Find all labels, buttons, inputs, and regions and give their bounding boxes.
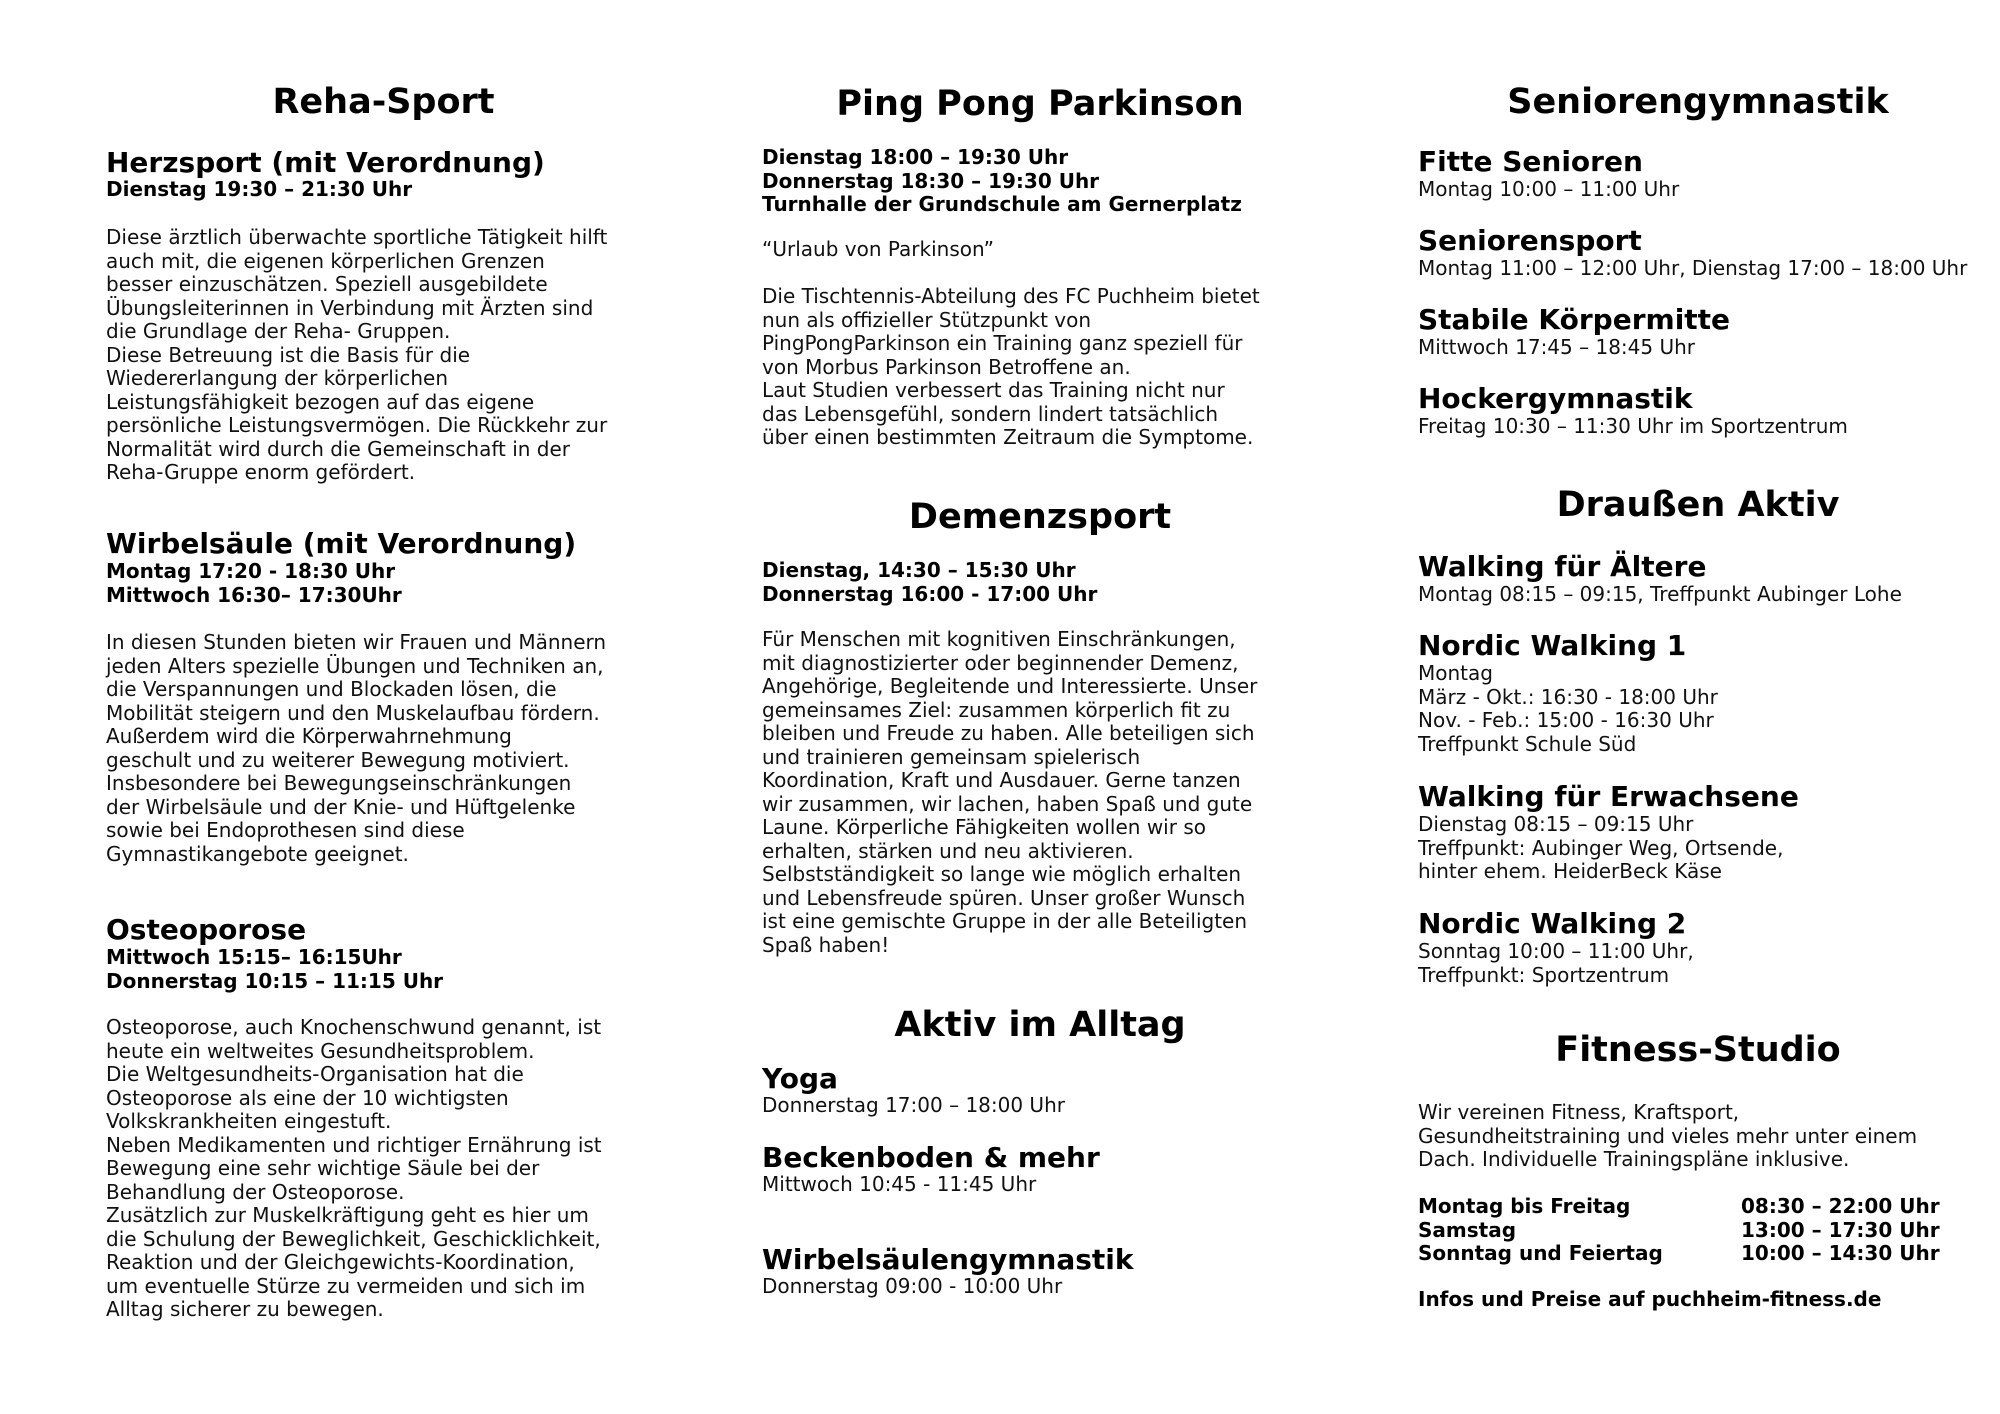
ppp-time: Donnerstag 18:30 – 19:30 Uhr	[762, 168, 1100, 193]
hours-value: 08:30 – 22:00 Uhr	[1741, 1194, 1940, 1218]
walking-aeltere-time: Montag 08:15 – 09:15, Treffpunkt Aubinger Lohe	[1418, 582, 1902, 606]
alltag-title: Aktiv im Alltag	[894, 1005, 1186, 1045]
text-line: Wir vereinen Fitness, Kraftsport,	[1418, 1100, 1740, 1124]
herzsport-title: Herzsport (mit Verordnung)	[106, 146, 545, 179]
text-line: der Wirbelsäule und der Knie- und Hüftgelenke	[106, 794, 576, 819]
hours-row	[1418, 1195, 1978, 1219]
text-line: die Grundlage der Reha- Gruppen.	[106, 319, 451, 343]
text-line: Selbstständigkeit so lange wie möglich erhalten	[762, 862, 1242, 886]
wirbelsaeule-text	[106, 631, 606, 866]
osteoporose-title: Osteoporose	[106, 913, 307, 946]
hours-row	[1418, 1219, 1978, 1243]
reha-title: Reha-Sport	[272, 82, 495, 122]
draussen-title: Draußen Aktiv	[1556, 485, 1840, 525]
beckenboden-title: Beckenboden & mehr	[762, 1141, 1100, 1174]
text-line: das Lebensgefühl, sondern lindert tatsächlich	[762, 401, 1219, 426]
herzsport-text	[106, 226, 607, 485]
fitness-info: Infos und Preise auf puchheim-fitness.de	[1418, 1287, 1882, 1311]
text-line: Diese ärztlich überwachte sportliche Tätigkeit hilft	[106, 225, 608, 249]
detail-line: Sonntag 10:00 – 11:00 Uhr,	[1418, 939, 1694, 963]
detail-line: Dienstag 08:15 – 09:15 Uhr	[1418, 812, 1694, 836]
hours-label: Sonntag und Feiertag	[1418, 1241, 1663, 1265]
demenz-time: Donnerstag 16:00 - 17:00 Uhr	[762, 581, 1098, 606]
yoga-title: Yoga	[762, 1062, 838, 1095]
nordic-walking-1-details	[1418, 662, 1718, 756]
walking-aeltere-title: Walking für Ältere	[1418, 550, 1707, 583]
walking-erwachsene-title: Walking für Erwachsene	[1418, 780, 1799, 813]
text-line: Reha-Gruppe enorm gefördert.	[106, 460, 416, 484]
fitte-senioren-title: Fitte Senioren	[1418, 145, 1643, 178]
text-line: Übungsleiterinnen in Verbindung mit Ärzten sind	[106, 295, 594, 320]
text-line: geschult und zu weiterer Bewegung motiviert.	[106, 747, 570, 772]
detail-line: Nov. - Feb.: 15:00 - 16:30 Uhr	[1418, 708, 1714, 732]
nordic-walking-2-details	[1418, 940, 1694, 987]
osteoporose-times	[106, 946, 443, 993]
text-line: erhalten, stärken und neu aktivieren.	[762, 838, 1134, 863]
ppp-title: Ping Pong Parkinson	[836, 84, 1244, 124]
text-line: Bewegung eine sehr wichtige Säule bei der	[106, 1156, 540, 1180]
nordic-walking-2-title: Nordic Walking 2	[1418, 907, 1687, 940]
demenz-title: Demenzsport	[908, 497, 1172, 537]
text-line: Osteoporose, auch Knochenschwund genannt, ist	[106, 1015, 602, 1039]
text-line: Spaß haben!	[762, 932, 890, 957]
text-line: Die Tischtennis-Abteilung des FC Puchheim bietet	[762, 284, 1260, 308]
stabile-koerpermitte-title: Stabile Körpermitte	[1418, 303, 1731, 336]
senioren-title: Seniorengymnastik	[1507, 82, 1889, 122]
text-line: auch mit, die eigenen körperlichen Grenzen	[106, 248, 545, 273]
text-line: Laut Studien verbessert das Training nicht nur	[762, 378, 1225, 402]
walking-erwachsene-details	[1418, 813, 1783, 884]
demenz-time: Dienstag, 14:30 – 15:30 Uhr	[762, 558, 1076, 582]
fitte-senioren-time: Montag 10:00 – 11:00 Uhr	[1418, 177, 1680, 201]
text-line: Leistungsfähigkeit bezogen auf das eigene	[106, 389, 535, 414]
ppp-location: Turnhalle der Grundschule am Gernerplatz	[762, 192, 1242, 216]
text-line: über einen bestimmten Zeitraum die Symptome.	[762, 425, 1254, 449]
text-line: heute ein weltweites Gesundheitsproblem.	[106, 1038, 535, 1063]
text-line: Reaktion und der Gleichgewichts-Koordination,	[106, 1250, 575, 1274]
text-line: Für Menschen mit kognitiven Einschränkungen,	[762, 627, 1236, 651]
text-line: Laune. Körperliche Fähigkeiten wollen wir so	[762, 815, 1206, 839]
ppp-quote: “Urlaub von Parkinson”	[762, 237, 994, 261]
text-line: Volkskrankheiten eingestuft.	[106, 1109, 392, 1133]
hours-label: Montag bis Freitag	[1418, 1194, 1631, 1218]
text-line: die Schulung der Beweglichkeit, Geschicklichkeit,	[106, 1226, 601, 1251]
wirbelsaeule-time: Mittwoch 16:30– 17:30Uhr	[106, 582, 402, 607]
hours-label: Samstag	[1418, 1217, 1517, 1242]
ppp-times	[762, 146, 1242, 217]
herzsport-time: Dienstag 19:30 – 21:30 Uhr	[106, 177, 413, 201]
osteoporose-text	[106, 1016, 602, 1322]
text-line: Zusätzlich zur Muskelkräftigung geht es hier um	[106, 1203, 589, 1227]
text-line: Dach. Individuelle Trainingspläne inklusive.	[1418, 1147, 1850, 1171]
text-line: wir zusammen, wir lachen, haben Spaß und gute	[762, 791, 1253, 816]
text-line: Diese Betreuung ist die Basis für die	[106, 342, 471, 367]
detail-line: Treffpunkt: Sportzentrum	[1418, 962, 1670, 987]
text-line: nun als offizieller Stützpunkt von	[762, 307, 1092, 332]
text-line: und trainieren gemeinsam spielerisch	[762, 744, 1141, 769]
demenz-times	[762, 559, 1097, 606]
text-line: Angehörige, Begleitende und Interessierte. Unser	[762, 674, 1258, 698]
fitness-title: Fitness-Studio	[1555, 1030, 1841, 1070]
demenz-text	[762, 628, 1257, 957]
opening-hours	[1418, 1195, 1978, 1266]
beckenboden-time: Mittwoch 10:45 - 11:45 Uhr	[762, 1172, 1037, 1196]
text-line: In diesen Stunden bieten wir Frauen und Männern	[106, 630, 607, 654]
hockergymnastik-time: Freitag 10:30 – 11:30 Uhr im Sportzentrum	[1418, 414, 1848, 438]
detail-line: Treffpunkt Schule Süd	[1418, 731, 1637, 756]
text-line: Koordination, Kraft und Ausdauer. Gerne tanzen	[762, 768, 1241, 792]
detail-line: Treffpunkt: Aubinger Weg, Ortsende,	[1418, 835, 1784, 860]
hours-row	[1418, 1242, 1978, 1266]
nordic-walking-1-title: Nordic Walking 1	[1418, 629, 1687, 662]
text-line: Insbesondere bei Bewegungseinschränkungen	[106, 771, 572, 795]
osteoporose-time: Donnerstag 10:15 – 11:15 Uhr	[106, 968, 444, 993]
text-line: von Morbus Parkinson Betroffene an.	[762, 354, 1131, 379]
wirbelsaeulengymnastik-time: Donnerstag 09:00 - 10:00 Uhr	[762, 1274, 1063, 1298]
text-line: jeden Alters spezielle Übungen und Techniken an,	[106, 653, 604, 678]
text-line: bleiben und Freude zu haben. Alle beteiligen sich	[762, 721, 1255, 745]
text-line: Alltag sicherer zu bewegen.	[106, 1297, 384, 1321]
herzsport-times	[106, 178, 412, 202]
seniorensport-title: Seniorensport	[1418, 224, 1642, 257]
text-line: Mobilität steigern und den Muskelaufbau fördern.	[106, 700, 600, 725]
text-line: persönliche Leistungsvermögen. Die Rückkehr zur	[106, 413, 608, 437]
text-line: um eventuelle Stürze zu vermeiden und sich im	[106, 1273, 586, 1298]
text-line: Osteoporose als eine der 10 wichtigsten	[106, 1085, 509, 1110]
text-line: Die Weltgesundheits-Organisation hat die	[106, 1062, 524, 1086]
text-line: Gesundheitstraining und vieles mehr unter einem	[1418, 1123, 1918, 1148]
hours-value: 10:00 – 14:30 Uhr	[1741, 1241, 1940, 1265]
text-line: Gymnastikangebote geeignet.	[106, 841, 409, 866]
text-line: Behandlung der Osteoporose.	[106, 1179, 405, 1204]
text-line: die Verspannungen und Blockaden lösen, die	[106, 677, 557, 701]
text-line: Normalität wird durch die Gemeinschaft in der	[106, 436, 571, 461]
ppp-time: Dienstag 18:00 – 19:30 Uhr	[762, 145, 1069, 169]
detail-line: hinter ehem. HeiderBeck Käse	[1418, 859, 1722, 883]
text-line: gemeinsames Ziel: zusammen körperlich fit zu	[762, 697, 1231, 722]
ppp-text	[762, 285, 1260, 450]
wirbelsaeulengymnastik-title: Wirbelsäulengymnastik	[762, 1243, 1134, 1276]
text-line: besser einzuschätzen. Speziell ausgebildete	[106, 272, 548, 296]
text-line: ist eine gemischte Gruppe in der alle Beteiligten	[762, 909, 1248, 933]
wirbelsaeule-times	[106, 560, 402, 607]
text-line: sowie bei Endoprothesen sind diese	[106, 818, 465, 842]
hockergymnastik-title: Hockergymnastik	[1418, 382, 1693, 415]
wirbelsaeule-time: Montag 17:20 - 18:30 Uhr	[106, 559, 396, 583]
text-line: Neben Medikamenten und richtiger Ernährung ist	[106, 1132, 602, 1157]
text-line: Außerdem wird die Körperwahrnehmung	[106, 724, 512, 748]
hours-value: 13:00 – 17:30 Uhr	[1741, 1217, 1940, 1242]
yoga-time: Donnerstag 17:00 – 18:00 Uhr	[762, 1093, 1065, 1117]
detail-line: März - Okt.: 16:30 - 18:00 Uhr	[1418, 684, 1718, 709]
stabile-koerpermitte-time: Mittwoch 17:45 – 18:45 Uhr	[1418, 335, 1696, 359]
text-line: mit diagnostizierter oder beginnender Demenz,	[762, 650, 1239, 675]
detail-line: Montag	[1418, 661, 1493, 685]
osteoporose-time: Mittwoch 15:15– 16:15Uhr	[106, 945, 402, 969]
text-line: PingPongParkinson ein Training ganz speziell für	[762, 331, 1243, 355]
wirbelsaeule-title: Wirbelsäule (mit Verordnung)	[106, 527, 577, 560]
fitness-text	[1418, 1101, 1917, 1172]
text-line: und Lebensfreude spüren. Unser großer Wunsch	[762, 885, 1246, 910]
seniorensport-time: Montag 11:00 – 12:00 Uhr, Dienstag 17:00 – 18:00 Uhr	[1418, 256, 1968, 280]
text-line: Wiedererlangung der körperlichen	[106, 366, 448, 390]
